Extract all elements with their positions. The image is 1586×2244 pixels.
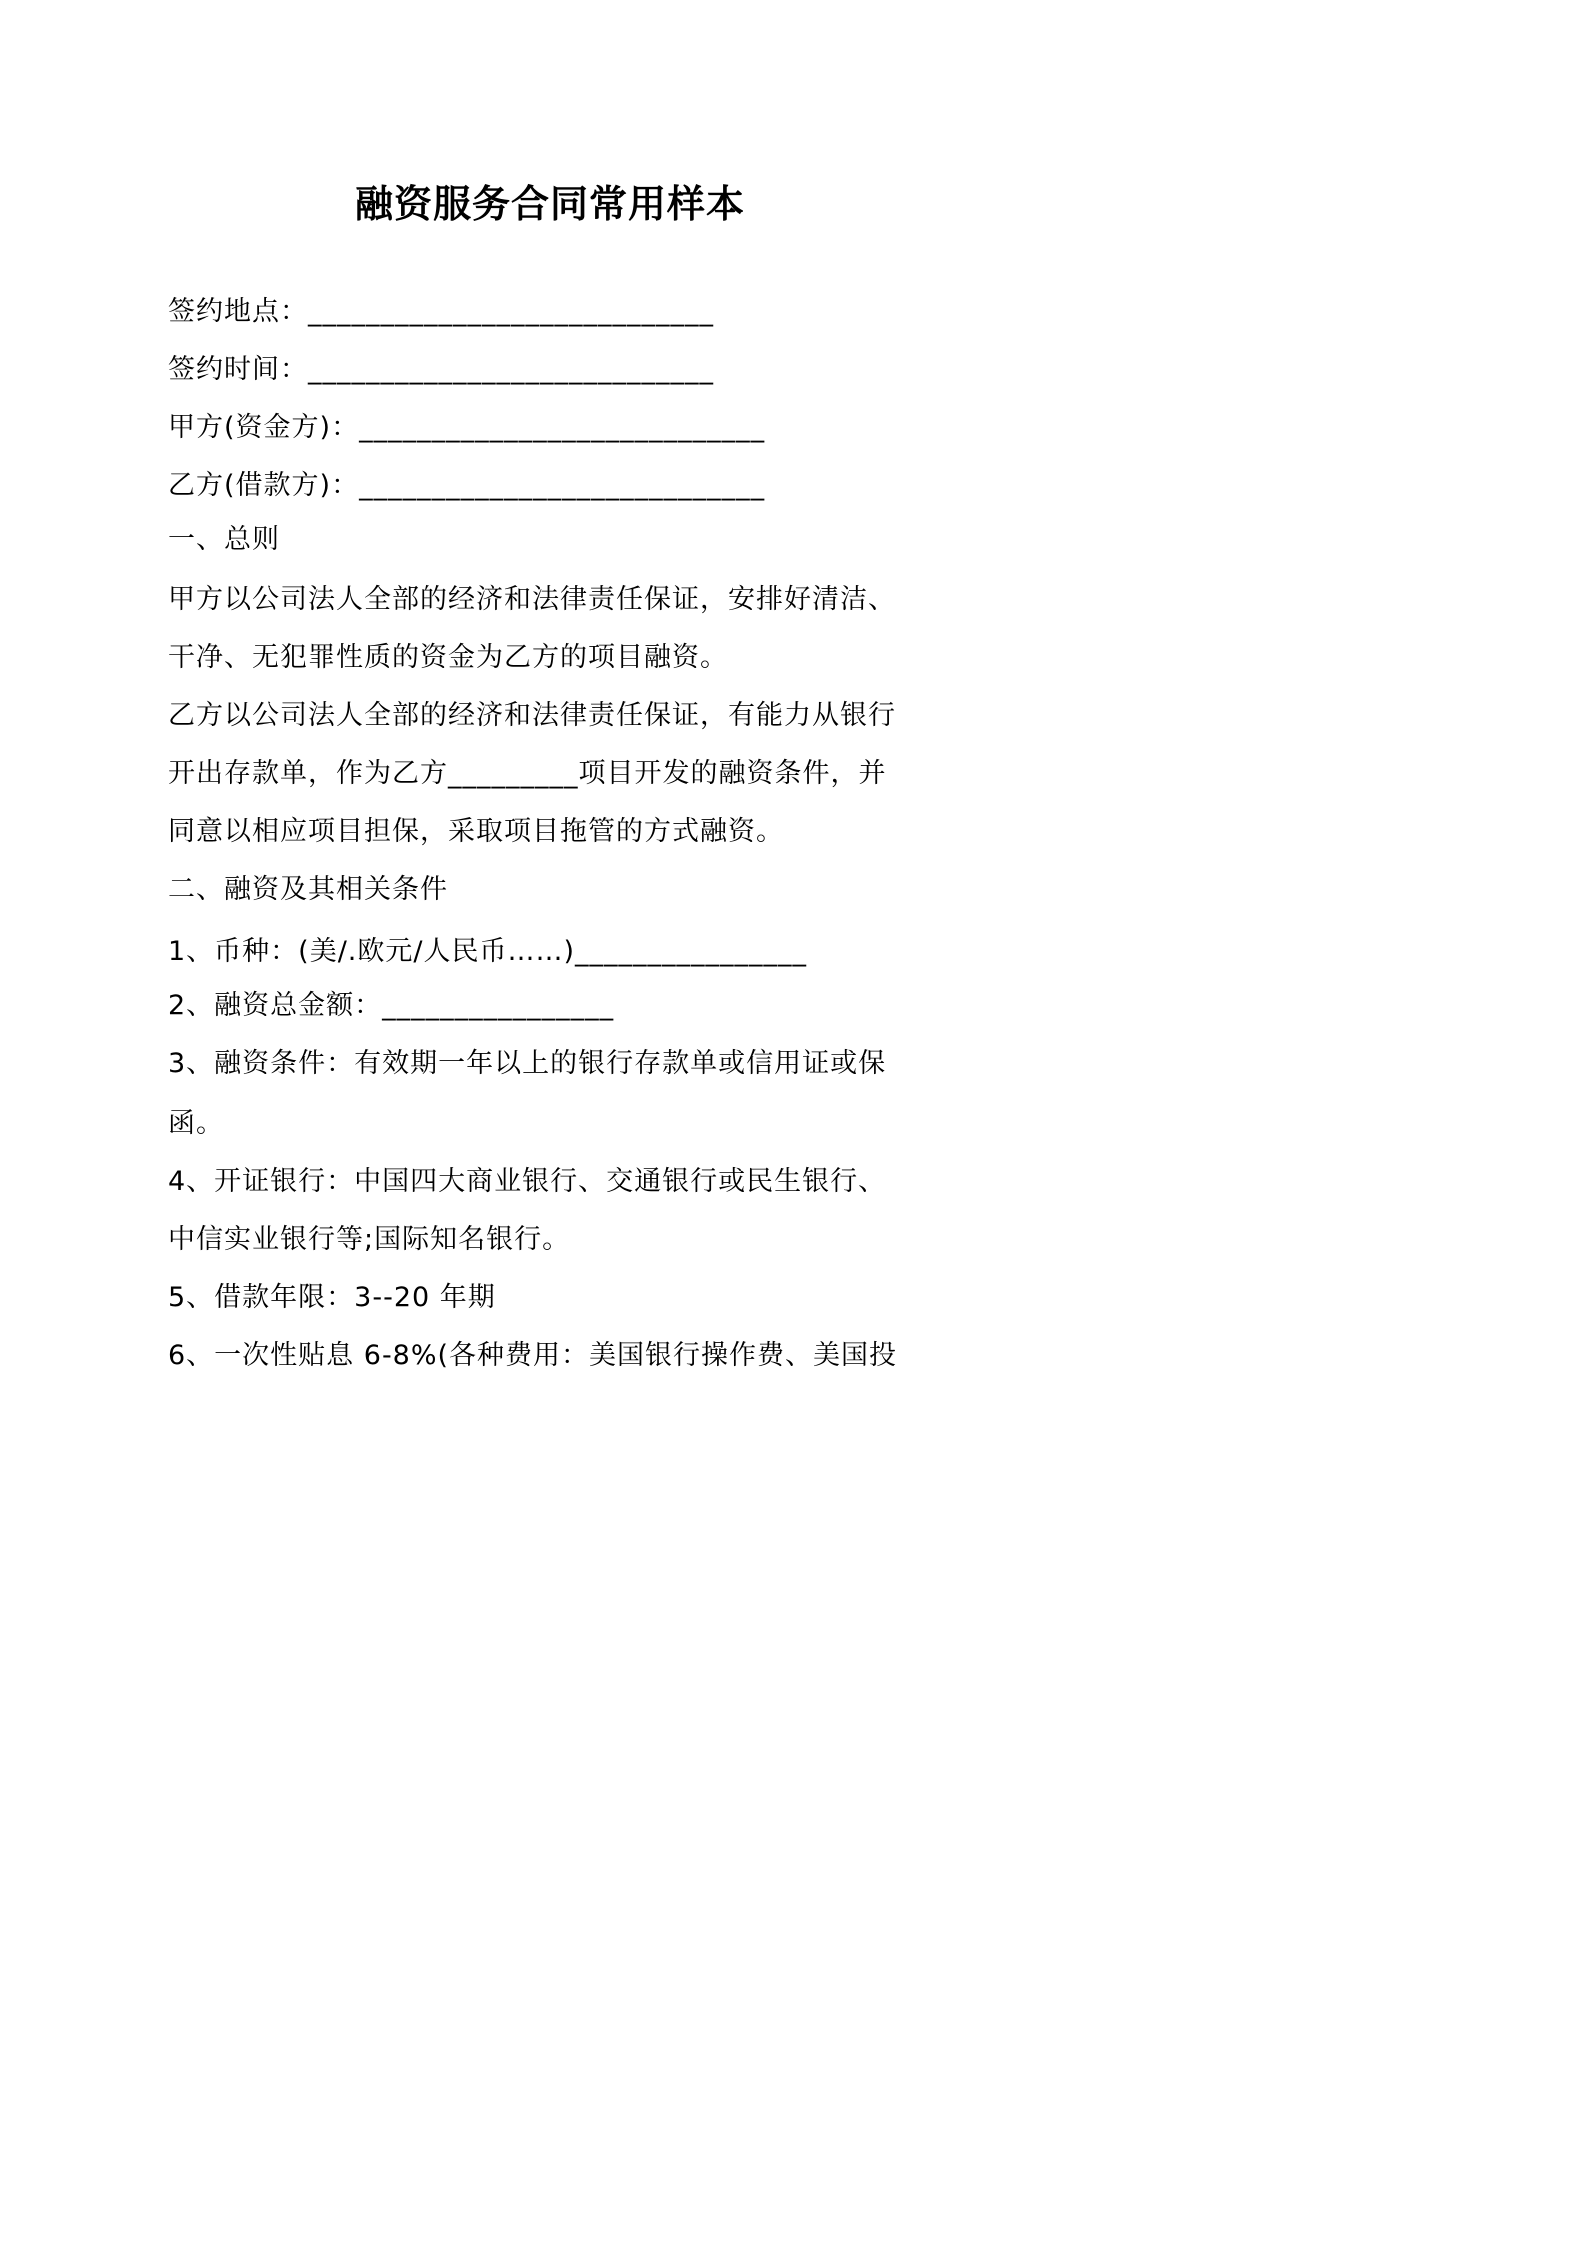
clause-line: 函。: [168, 1108, 224, 1139]
party-b-line: 乙方(借款方)：____________________________: [168, 470, 766, 501]
clause-line: 1、币种：(美/.欧元/人民币……)________________: [168, 936, 808, 967]
paragraph-line: 干净、无犯罪性质的资金为乙方的项目融资。: [168, 642, 728, 673]
document-title: 融资服务合同常用样本: [354, 182, 745, 226]
clause-line: 5、借款年限：3--20 年期: [168, 1282, 496, 1313]
clause-line: 2、融资总金额：________________: [168, 990, 615, 1021]
clause-line: 3、融资条件：有效期一年以上的银行存款单或信用证或保: [168, 1048, 887, 1079]
section-heading-financing: 二、融资及其相关条件: [168, 874, 448, 905]
clause-line: 4、开证银行：中国四大商业银行、交通银行或民生银行、: [168, 1166, 887, 1197]
document-page: [0, 0, 1100, 1556]
clause-line: 6、一次性贴息 6-8%(各种费用：美国银行操作费、美国投: [168, 1340, 898, 1371]
paragraph-line: 同意以相应项目担保，采取项目拖管的方式融资。: [168, 816, 784, 847]
clause-line: 中信实业银行等;国际知名银行。: [168, 1224, 571, 1255]
paragraph-line: 开出存款单，作为乙方_________项目开发的融资条件，并: [168, 758, 887, 789]
party-a-line: 甲方(资金方)：____________________________: [168, 412, 766, 443]
paragraph-line: 乙方以公司法人全部的经济和法律责任保证，有能力从银行: [168, 700, 896, 731]
paragraph-line: 甲方以公司法人全部的经济和法律责任保证，安排好清洁、: [168, 584, 896, 615]
signing-place-line: 签约地点：____________________________: [168, 296, 714, 327]
section-heading-general: 一、总则: [168, 524, 280, 555]
signing-time-line: 签约时间：____________________________: [168, 354, 714, 385]
